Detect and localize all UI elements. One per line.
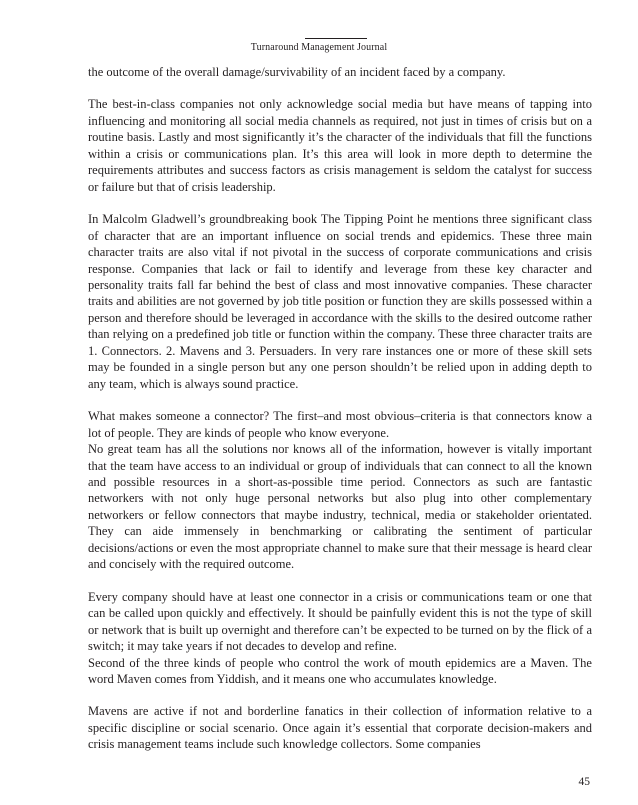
paragraph: What makes someone a connector? The first–and most obvious–criteria is that connectors know a lot of people. They are kinds of people who know everyone.: [88, 409, 592, 440]
paragraph: Mavens are active if not and borderline fanatics in their collection of information relative to a specific discipline or social scenario. Once again it’s essential that corporate decision-makers and crisis management teams include such knowledge collectors. Some companies: [88, 704, 592, 752]
article-body: [88, 64, 592, 753]
paragraph: Every company should have at least one connector in a crisis or communications team or one that can be called upon quickly and effectively. It should be painfully evident this is not the type of skill or network that is built up overnight and therefore can’t be expected to be turned on by the flick of a switch; it may take years if not decades to develop and refine.: [88, 589, 592, 654]
header-rule: [305, 38, 367, 39]
paragraph: No great team has all the solutions nor knows all of the information, however is vitally important that the team have access to an individual or group of individuals that can connect to all the known and possible resources in a short-as-possible time period. Connectors as such are fantastic networkers with not only huge personal networks but also plug into other complementary networkers or fellow connectors that maybe industry, technical, media or stakeholder orientated. They can aide immensely in benchmarking or calibrating the sentiment of particular decisions/actions or even the most appropriate channel to make sure that their message is heard clear and concisely with the required outcome.: [88, 442, 592, 572]
paragraph: the outcome of the overall damage/survivability of an incident faced by a company.: [88, 65, 506, 79]
paragraph: In Malcolm Gladwell’s groundbreaking book The Tipping Point he mentions three significant class of character that are an important influence on social trends and epidemics. These three main character traits are also vital if not pivotal in the success of corporate communications and crisis response. Companies that lack or fail to identify and leverage from these key character and personality traits fall far behind the best of class and most innovative companies. These character traits and abilities are not governed by job title position or function they are skills possessed within a person and therefore should be leveraged in accordance with the skills to the desired outcome rather than relying on a predefined job title or function within the company. These three character traits are 1. Connectors. 2. Mavens and 3. Persuaders. In very rare instances one or more of these skill sets may be founded in a single person but any one person shouldn’t be relied upon in adding depth to any team, which is always sound practice.: [88, 212, 592, 391]
page-number: 45: [578, 776, 590, 788]
paragraph: The best-in-class companies not only acknowledge social media but have means of tapping into influencing and monitoring all social media channels as required, not just in times of crisis but on a routine basis. Lastly and most significantly it’s the character of the individuals that fill the functions within a crisis or communications plan. It’s this area will look in more depth to determine the requirements attributes and success factors as crisis management is seldom the catalyst for success or failure but that of crisis leadership.: [88, 97, 592, 194]
journal-title: Turnaround Management Journal: [250, 42, 388, 53]
paragraph: Second of the three kinds of people who control the work of mouth epidemics are a Maven. The word Maven comes from Yiddish, and it means one who accumulates knowledge.: [88, 655, 592, 686]
